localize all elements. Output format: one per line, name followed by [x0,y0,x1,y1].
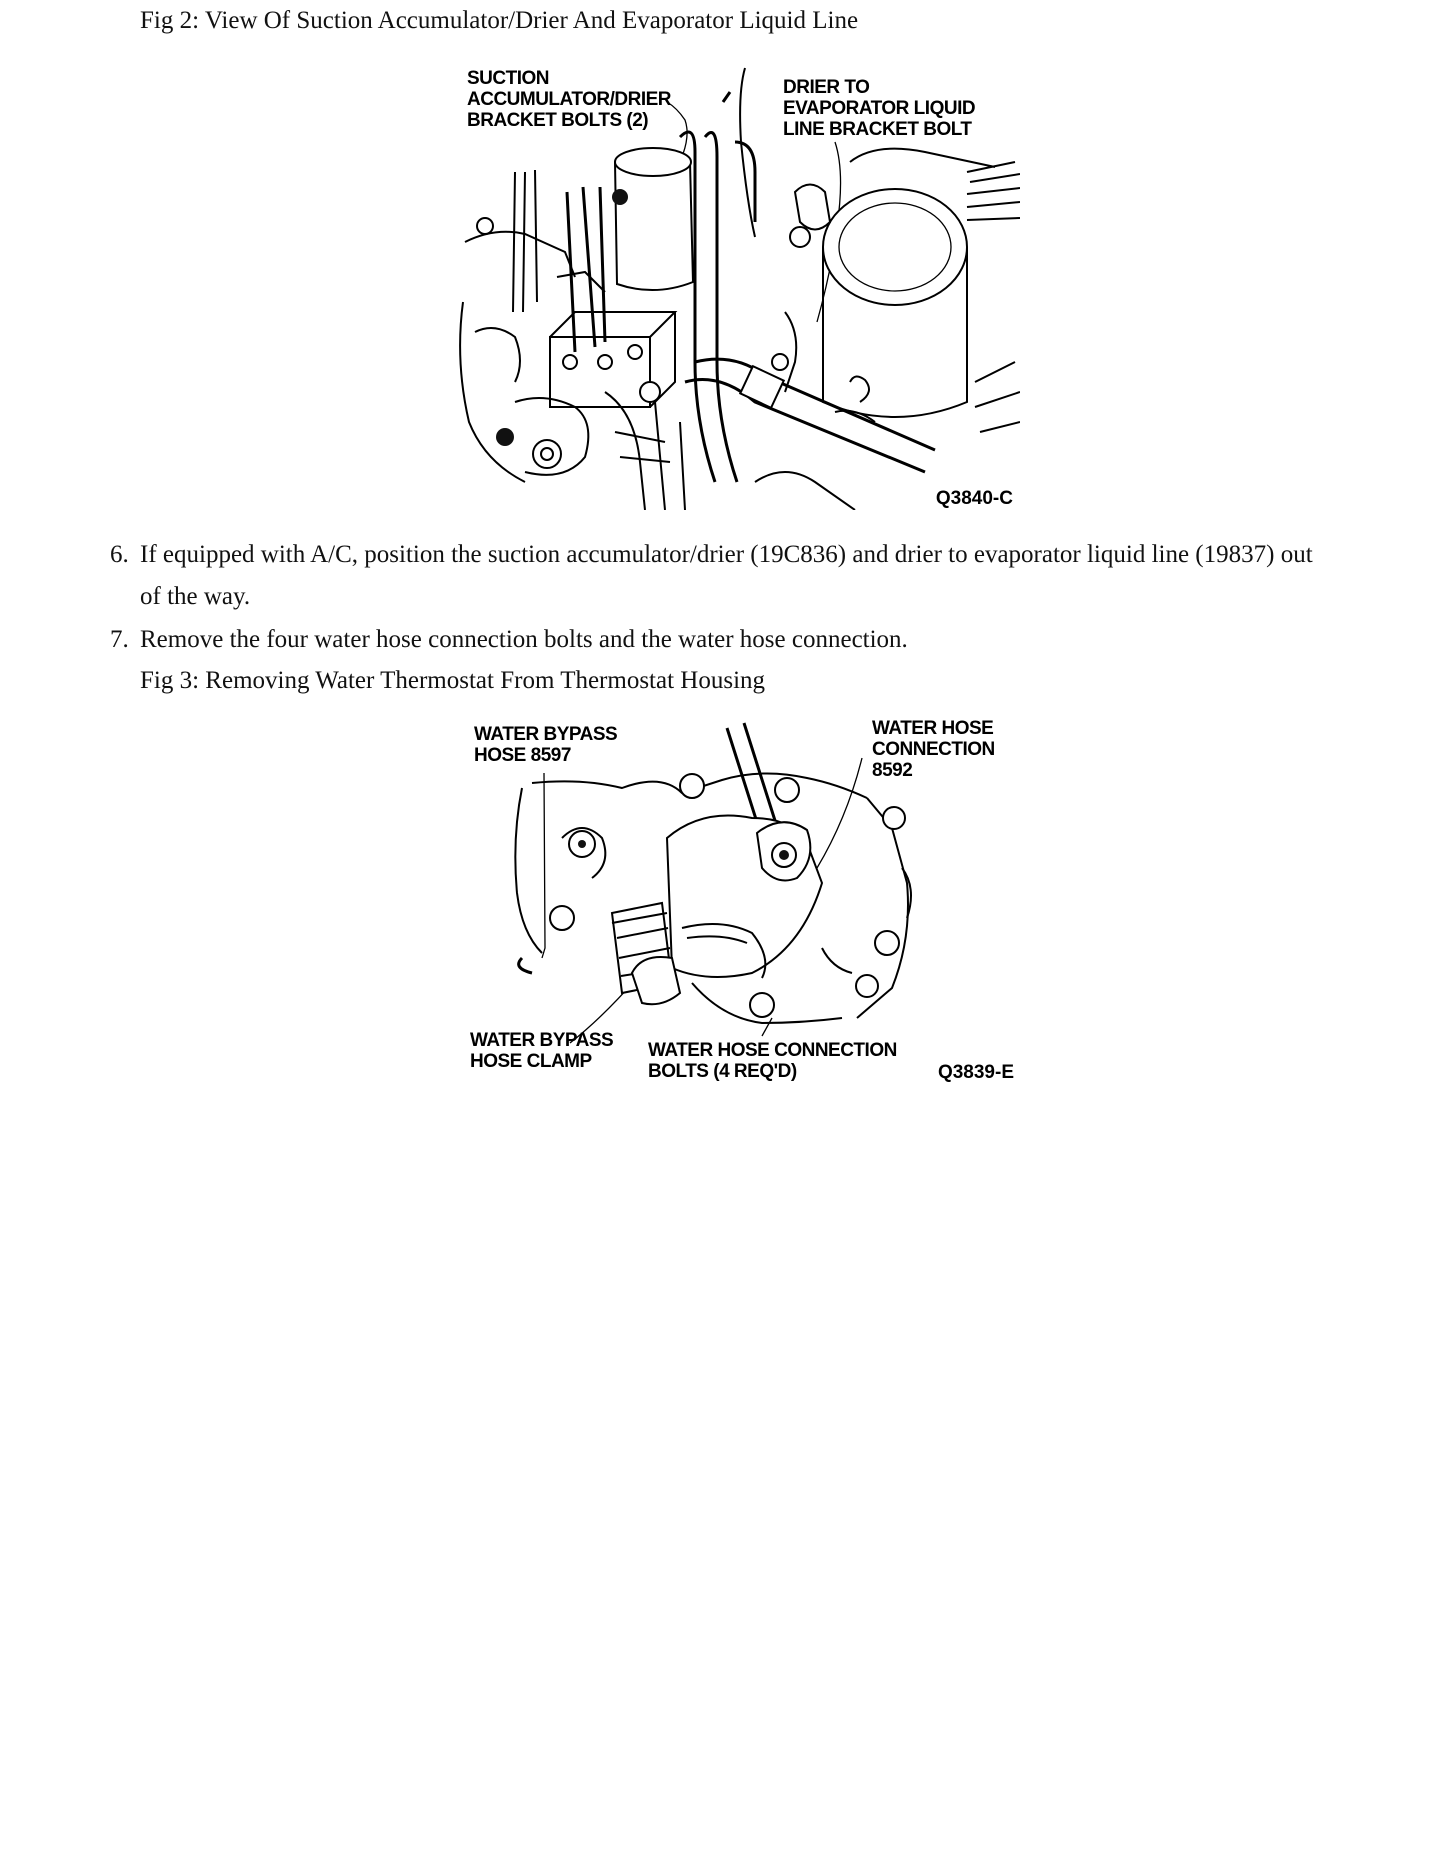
fig3-label-bypass-hose: WATER BYPASS HOSE 8597 [474,724,618,766]
fig3-figure-code: Q3839-E [937,1062,1014,1083]
step-6-number: 6. [110,541,129,568]
fig3-illustration [462,718,1022,1088]
step-6 [110,534,1330,618]
fig2-figure-code: Q3840-C [935,488,1013,509]
step-7-number: 7. [110,626,129,653]
fig3-label-hose-connection: WATER HOSE CONNECTION 8592 [872,718,995,781]
fig3-engine-artwork [515,723,911,1043]
fig2-illustration [455,62,1020,510]
fig3-drawing [462,718,1022,1088]
step-7-text: Remove the four water hose connection bolts and the water hose connection. [140,626,908,653]
step-6-text: If equipped with A/C, position the suction accumulator/drier (19C836) and drier to evaporator liquid line (19837) out of the way. [140,541,1313,610]
step-7 [110,619,1330,661]
fig2-label-drier: DRIER TO EVAPORATOR LIQUID LINE BRACKET BOLT [783,77,976,140]
fig3-label-connection-bolts: WATER HOSE CONNECTION BOLTS (4 REQ'D) [648,1040,897,1082]
fig2-caption: Fig 2: View Of Suction Accumulator/Drier And Evaporator Liquid Line [140,7,859,34]
fig2-label-accumulator: SUCTION ACCUMULATOR/DRIER BRACKET BOLTS (2) [467,68,672,131]
fig3-caption: Fig 3: Removing Water Thermostat From Thermostat Housing [140,667,766,694]
fig2-drawing [455,62,1020,510]
fig3-label-bypass-clamp: WATER BYPASS HOSE CLAMP [470,1030,614,1072]
